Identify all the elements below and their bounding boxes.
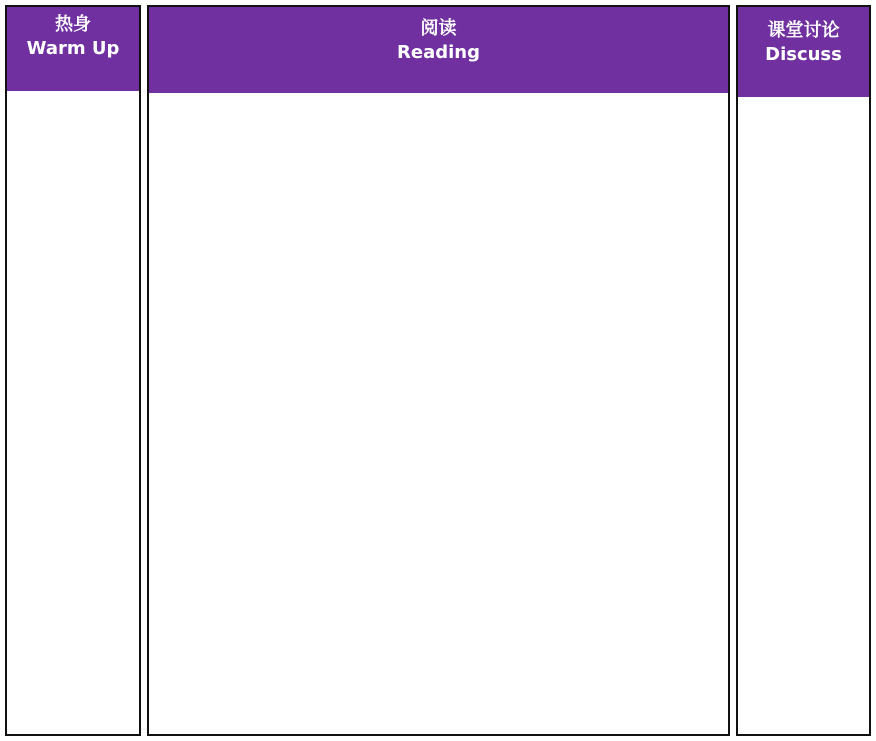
warmup-title: 热身 <box>55 14 91 35</box>
reading-header <box>149 7 728 93</box>
reading-column <box>147 5 730 736</box>
reading-title: 阅读 <box>420 18 457 39</box>
discuss-en: Discuss <box>765 44 842 66</box>
warmup-column <box>5 5 141 736</box>
warmup-en: Warm Up <box>26 38 120 60</box>
discuss-title: 课堂讨论 <box>767 20 840 41</box>
warmup-header <box>7 7 139 91</box>
discuss-header <box>738 7 869 97</box>
discuss-column <box>736 5 871 736</box>
reading-en: Reading <box>397 42 480 64</box>
